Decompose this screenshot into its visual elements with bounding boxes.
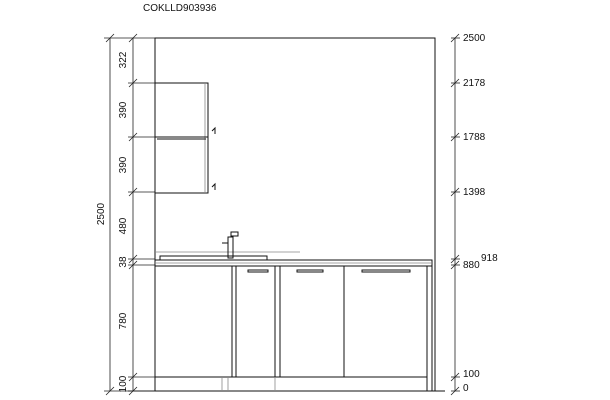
- dim-wall-gap: 322: [118, 51, 129, 69]
- dim-upper-cabinet-bottom: 390: [118, 156, 129, 174]
- base-cabinets: [155, 266, 432, 391]
- upper-wall-cabinet: [155, 83, 215, 193]
- dim-worktop: 38: [118, 256, 129, 268]
- dim-plinth: 100: [118, 375, 129, 393]
- level-918: 918: [481, 253, 498, 264]
- dim-base-cabinet: 780: [118, 312, 129, 330]
- dim-total-height: 2500: [96, 202, 107, 226]
- faucet: [222, 232, 238, 258]
- level-100: 100: [463, 369, 480, 380]
- left-dimension-chain: [104, 34, 155, 395]
- wall-outline: [155, 38, 435, 391]
- level-1398: 1398: [463, 187, 486, 198]
- dim-upper-cabinet-top: 390: [118, 101, 129, 119]
- level-880: 880: [463, 260, 480, 271]
- dim-backsplash: 480: [118, 217, 129, 235]
- level-2178: 2178: [463, 78, 486, 89]
- sink-basin: [160, 256, 267, 260]
- plinth: [155, 377, 427, 391]
- right-level-chain: [451, 34, 460, 395]
- level-1788: 1788: [463, 132, 486, 143]
- level-2500: 2500: [463, 33, 486, 44]
- level-0: 0: [463, 383, 469, 394]
- drawing-title: COKLLD903936: [143, 3, 217, 14]
